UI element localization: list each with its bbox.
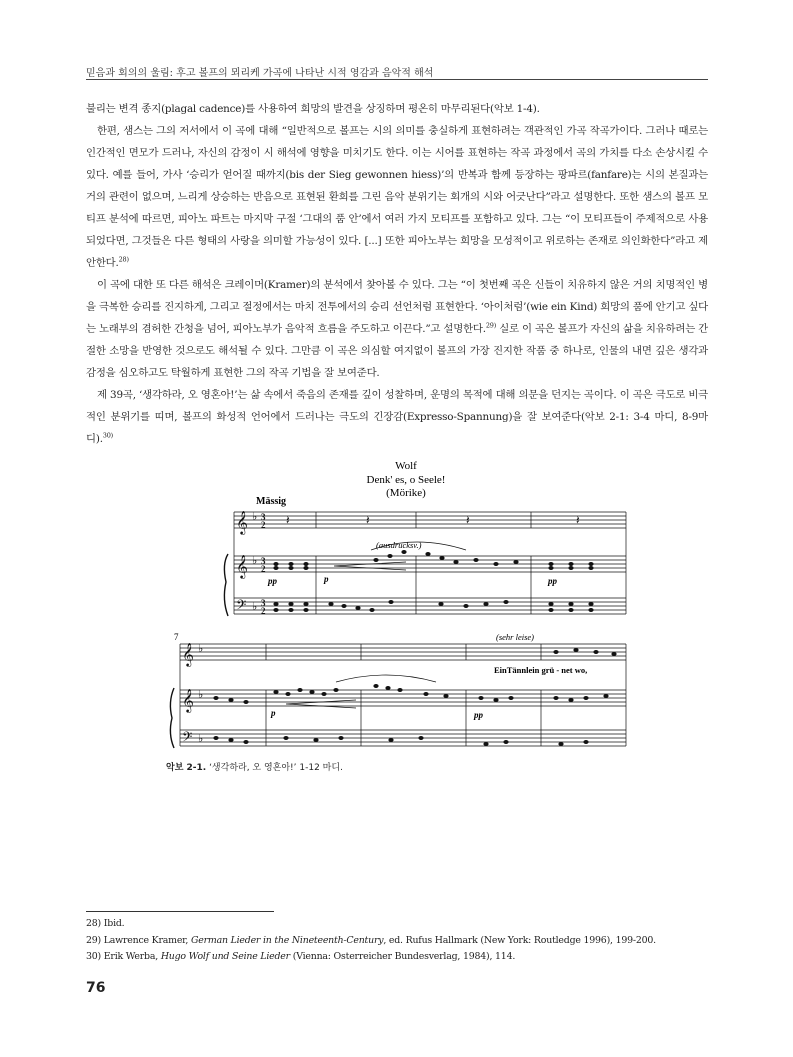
expression-ausdrucksv: (ausdrucksv.) xyxy=(376,540,422,550)
svg-text:𝄞: 𝄞 xyxy=(182,642,194,666)
footnote-29-author: 29) Lawrence Kramer, xyxy=(86,934,191,946)
svg-text:𝄽: 𝄽 xyxy=(466,513,470,527)
svg-text:♭: ♭ xyxy=(198,642,204,655)
caption-text: ‘생각하라, 오 영혼아!’ 1-12 마디. xyxy=(206,763,343,773)
paragraph-3-text-a: 이 곡에 대한 또 다른 해석은 크레이머(Kramer)의 분석에서 찾아볼 수 있다. 그는 “이 첫번째 곡은 신들이 치유하지 않은 거의 치명적인 병을 극복한 승리를 진지하게, 그리고 절정에서는 마치 전투에서의 승리 선언처럼 표현한다. ‘아이처럼’(wie ein Kind) 희망의 품에 안기고 싶다는 노래부의 겸허한 간청을 넘어, 피아노부가 음악적 흐름을 주도하고 이끈다.”고 설명한다. xyxy=(86,279,708,335)
svg-text:𝄽: 𝄽 xyxy=(576,513,580,527)
footnote-ref-29: 29) xyxy=(485,321,497,330)
music-score-figure xyxy=(166,454,636,754)
footnote-ref-28: 28) xyxy=(118,255,129,264)
footnote-30-author: 30) Erik Werba, xyxy=(86,951,161,962)
footnote-30-rest: (Vienna: Osterreicher Bundesverlag, 1984), 114. xyxy=(289,951,516,962)
svg-text:2: 2 xyxy=(261,564,266,574)
footnotes xyxy=(86,916,708,966)
svg-text:𝄢: 𝄢 xyxy=(182,729,193,748)
dynamic-pp-2: pp xyxy=(548,576,557,586)
paragraph-4-text: 제 39곡, ‘생각하라, 오 영혼아!’는 삶 속에서 죽음의 존재를 깊이 성찰하며, 운명의 목적에 대해 의문을 던지는 곡이다. 이 곡은 극도로 비극적인 분위기를 띠며, 볼프의 화성적 언어에서 드러나는 극도의 긴장감(Expresso-Spannung)을 잘 보여준다(악보 2-1: 3-4 마디, 8-9마디). xyxy=(86,389,708,445)
svg-text:♭: ♭ xyxy=(252,554,258,567)
dynamic-p-1: p xyxy=(324,574,329,584)
paragraph-4 xyxy=(86,384,708,450)
footnote-29 xyxy=(86,933,708,950)
svg-text:𝄽: 𝄽 xyxy=(366,513,370,527)
svg-text:𝄞: 𝄞 xyxy=(182,688,194,712)
svg-text:2: 2 xyxy=(261,606,266,616)
score-title: Denk' es, o Seele! xyxy=(366,474,446,486)
paragraph-3 xyxy=(86,274,708,384)
svg-text:♭: ♭ xyxy=(198,732,204,745)
body-text xyxy=(86,98,708,450)
measure-number: 7 xyxy=(174,632,179,642)
svg-text:𝄞: 𝄞 xyxy=(236,510,248,534)
footnote-29-rest: , ed. Rufus Hallmark (New York: Routledge 1996), 199-200. xyxy=(383,934,656,946)
svg-text:2: 2 xyxy=(261,520,266,530)
svg-text:3: 3 xyxy=(261,598,266,608)
footnote-29-title: German Lieder in the Nineteenth-Century xyxy=(190,934,384,946)
footnote-rule xyxy=(86,911,274,912)
svg-text:𝄽: 𝄽 xyxy=(286,513,290,527)
paragraph-2-text: 한편, 샘스는 그의 저서에서 이 곡에 대해 “일반적으로 볼프는 시의 의미를 충실하게 표현하려는 객관적인 가곡 작곡가이다. 그러나 때로는 인간적인 면모가 드러나, 자신의 감정이 시 해석에 영향을 미치기도 한다. 이는 시어를 표현하는 작곡 과정에서 곡의 가치를 다소 손상시킬 수 있다. 예를 들어, 가사 ‘승리가 얻어질 때까지(bis der Sieg gewonnen hiess)’의 반복과 함께 등장하는 팡파르(fanfare)는 시의 본질과는 거의 관련이 없으며, 느리게 상승하는 반음으로 표현된 환희를 그린 음악 분위기는 회개의 시와 어긋난다”라고 설명한다. 또한 샘스의 볼프 모티프 분석에 따르면, 피아노 파트는 마지막 구절 ‘그대의 품 안’에서 여러 가지 모티프를 포함하고 있다. 그는 “이 모티프들이 주제적으로 사용되었다면, 그것들은 다른 형태의 사랑을 의미할 가능성이 있다. [...] 또한 피아노부는 희망을 모성적이고 위로하는 존재로 의인화한다”라고 제안한다. xyxy=(86,125,708,269)
dynamic-pp-1: pp xyxy=(268,576,277,586)
paragraph-3-text-b: 실로 이 곡은 볼프가 자신의 삶을 치유하려는 간절한 소망을 반영한 것으로도 해석될 수 있다. 그만큼 이 곡은 의심할 여지없이 볼프의 가장 진지한 작품 중 하나로, 인물의 내면 깊은 생각과 감정을 심오하고도 탁월하게 표현한 그의 작곡 기법을 잘 보여준다. xyxy=(86,323,708,379)
dynamic-pp-3: pp xyxy=(474,710,483,720)
svg-text:3: 3 xyxy=(261,512,266,522)
paragraph-1: 불리는 변격 종지(plagal cadence)를 사용하여 희망의 발견을 상징하며 평온히 마무리된다(악보 1-4). xyxy=(86,103,540,115)
svg-text:♭: ♭ xyxy=(252,510,258,523)
dynamic-p-2: p xyxy=(271,708,276,718)
expression-sehr-leise: (sehr leise) xyxy=(496,632,535,642)
score-tempo: Mässig xyxy=(256,496,286,507)
footnote-28: 28) Ibid. xyxy=(86,918,125,929)
score-lyrics: EinTännlein grü - net wo, xyxy=(494,665,588,675)
caption-label: 악보 2-1. xyxy=(166,763,207,773)
svg-text:𝄞: 𝄞 xyxy=(236,554,248,578)
footnote-ref-30: 30) xyxy=(102,431,114,440)
running-head: 믿음과 회의의 울림: 후고 볼프의 뫼리케 가곡에 나타난 시적 영감과 음악적 해석 xyxy=(86,68,434,79)
footnote-30 xyxy=(86,949,708,966)
svg-text:𝄢: 𝄢 xyxy=(236,597,247,616)
svg-text:♭: ♭ xyxy=(198,688,204,701)
score-composer: Wolf xyxy=(395,460,417,472)
score-poet: (Mörike) xyxy=(386,487,426,499)
paragraph-2 xyxy=(86,120,708,274)
page-number: 76 xyxy=(86,980,106,996)
svg-text:♭: ♭ xyxy=(252,600,258,613)
svg-text:3: 3 xyxy=(261,556,266,566)
footnote-30-title: Hugo Wolf und Seine Lieder xyxy=(160,951,290,962)
figure-caption xyxy=(166,760,343,773)
header-rule xyxy=(86,79,708,80)
